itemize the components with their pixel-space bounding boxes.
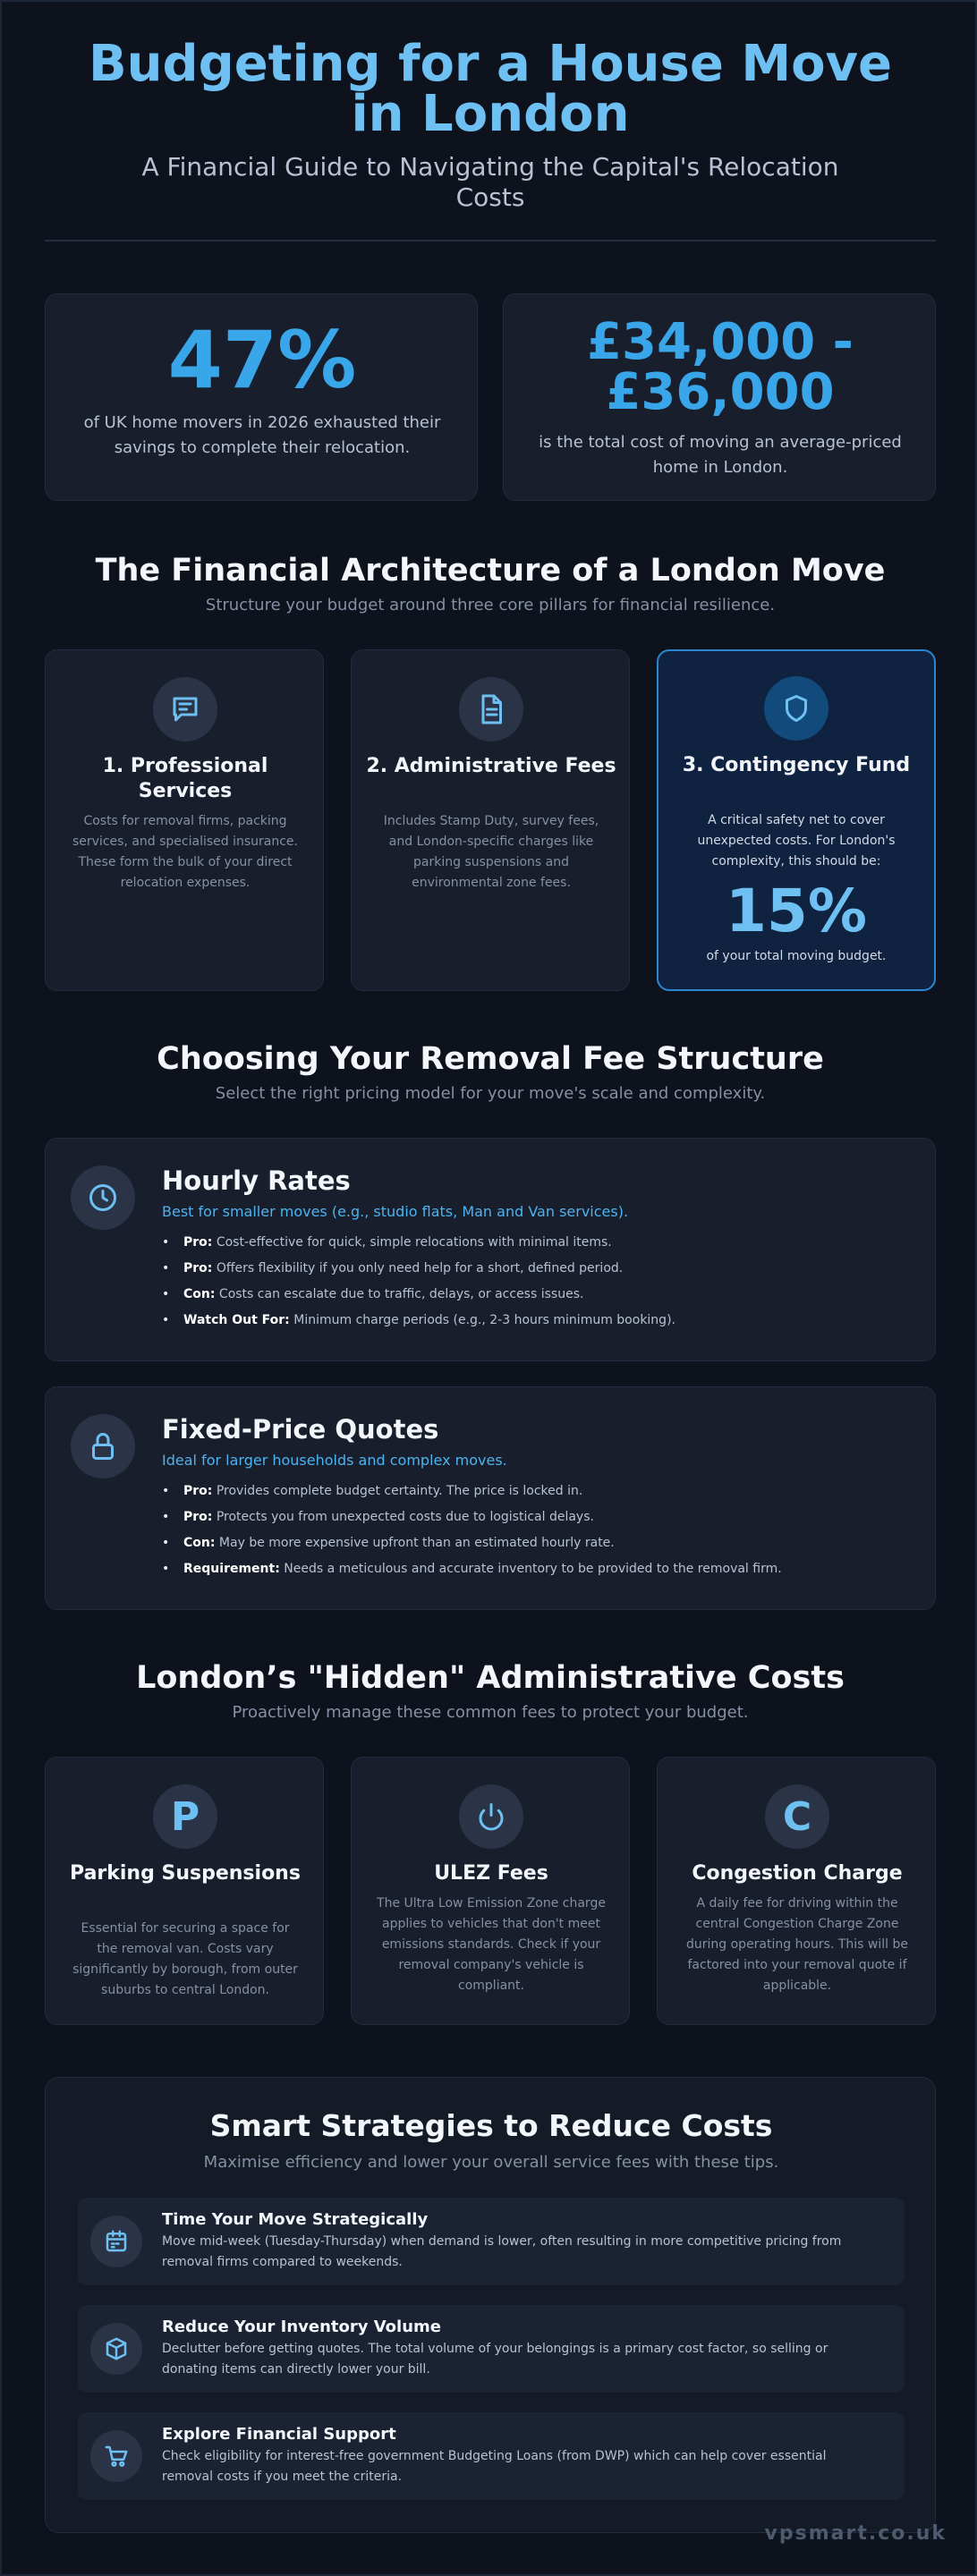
strategies-panel [45, 2077, 936, 2533]
hidden-costs-title: London’s "Hidden" Administrative Costs [136, 1660, 845, 1696]
pillar-description: A critical safety net to cover unexpected costs. For London's complexity, this should be: [697, 813, 896, 869]
box-icon [90, 2323, 142, 2375]
hidden-cost-parking [45, 1757, 324, 2025]
contingency-caption: of your total moving budget. [706, 949, 887, 963]
pillar-title: 3. Contingency Fund [682, 754, 911, 776]
hidden-cost-title: Parking Suspensions [70, 1862, 301, 1885]
stat-card-savings [45, 293, 478, 501]
cart-icon [90, 2430, 142, 2482]
list-item: • Pro: Provides complete budget certainty. The price is locked in. [162, 1479, 913, 1504]
fee-option-points [162, 1230, 913, 1334]
stat-card-total-cost [503, 293, 936, 501]
page-title: Budgeting for a House Move in London [88, 35, 893, 143]
fee-option-hourly-rates [45, 1138, 936, 1361]
tip-title: Reduce Your Inventory Volume [162, 2318, 441, 2336]
hidden-costs-subtitle: Proactively manage these common fees to protect your budget. [232, 1703, 749, 1722]
fee-option-title: Fixed-Price Quotes [162, 1414, 439, 1445]
list-item: • Watch Out For: Minimum charge periods (e.g., 2-3 hours minimum booking). [162, 1308, 913, 1334]
list-item: • Requirement: Needs a meticulous and accurate inventory to be provided to the removal firm. [162, 1556, 913, 1582]
pillar-description: Includes Stamp Duty, survey fees, and London-specific charges like parking suspensions and environmental zone fees. [383, 814, 599, 890]
power-icon [459, 1784, 523, 1849]
page-subtitle: A Financial Guide to Navigating the Capital's Relocation Costs [141, 152, 839, 212]
architecture-subtitle: Structure your budget around three core pillars for financial resilience. [205, 596, 776, 614]
pillar-card-administrative-fees [351, 649, 630, 991]
shield-icon [764, 676, 828, 741]
lock-icon [71, 1414, 135, 1479]
calendar-icon [90, 2216, 142, 2267]
list-item: • Pro: Cost-effective for quick, simple relocations with minimal items. [162, 1230, 913, 1256]
tip-title: Time Your Move Strategically [162, 2210, 429, 2229]
fee-option-subtitle: Best for smaller moves (e.g., studio flats, Man and Van services). [162, 1203, 629, 1220]
stat-text: of UK home movers in 2026 exhausted their savings to complete their relocation. [83, 413, 441, 457]
hidden-cost-description: Essential for securing a space for the removal van. Costs vary significantly by borough, from outer suburbs to central London. [72, 1921, 298, 1997]
hidden-cost-description: The Ultra Low Emission Zone charge applies to vehicles that don't meet emissions standards. Check if your removal company's vehicle is compliant. [377, 1896, 606, 1993]
parking-icon: P [153, 1784, 217, 1849]
strategies-subtitle: Maximise efficiency and lower your overall service fees with these tips. [203, 2153, 779, 2172]
stat-value: £34,000 - £36,000 [587, 313, 854, 421]
tip-reduce-inventory [78, 2305, 905, 2393]
tip-title: Explore Financial Support [162, 2425, 396, 2444]
tip-financial-support [78, 2412, 905, 2500]
hidden-cost-congestion [657, 1757, 936, 2025]
document-icon [459, 677, 523, 741]
hidden-cost-ulez [351, 1757, 630, 2025]
removal-subtitle: Select the right pricing model for your move's scale and complexity. [215, 1084, 766, 1103]
tip-text: Move mid-week (Tuesday-Thursday) when demand is lower, often resulting in more competitive pricing from removal firms compared to weekends. [162, 2234, 842, 2269]
fee-option-fixed-price [45, 1386, 936, 1610]
fee-option-subtitle: Ideal for larger households and complex moves. [162, 1452, 507, 1469]
list-item: • Con: Costs can escalate due to traffic, delays, or access issues. [162, 1282, 913, 1308]
hidden-cost-description: A daily fee for driving within the central Congestion Charge Zone during operating hours. This will be factored into your removal quote if applicable. [686, 1896, 908, 1993]
pillar-description: Costs for removal firms, packing services, and specialised insurance. These form the bulk of your direct relocation expenses. [72, 814, 298, 890]
fee-option-title: Hourly Rates [162, 1165, 351, 1196]
stat-value: 47% [167, 314, 357, 406]
pillar-title: 1. Professional Services [102, 755, 268, 802]
tip-time-move [78, 2198, 905, 2285]
pillar-title: 2. Administrative Fees [366, 755, 616, 777]
header-divider [45, 240, 936, 242]
stat-text: is the total cost of moving an average-priced home in London. [539, 433, 902, 477]
architecture-title: The Financial Architecture of a London Move [95, 553, 886, 589]
list-item: • Pro: Protects you from unexpected costs due to logistical delays. [162, 1504, 913, 1530]
clock-icon [71, 1165, 135, 1230]
chat-list-icon [153, 677, 217, 741]
list-item: • Con: May be more expensive upfront than an estimated hourly rate. [162, 1530, 913, 1556]
fee-option-points [162, 1479, 913, 1582]
pillar-card-contingency-fund [657, 649, 936, 991]
list-item: • Pro: Offers flexibility if you only need help for a short, defined period. [162, 1256, 913, 1282]
tip-text: Declutter before getting quotes. The total volume of your belongings is a primary cost factor, so selling or donating items can directly lower your bill. [162, 2342, 828, 2377]
strategies-title: Smart Strategies to Reduce Costs [209, 2108, 773, 2143]
pillar-card-professional-services [45, 649, 324, 991]
removal-title: Choosing Your Removal Fee Structure [157, 1041, 824, 1077]
tip-text: Check eligibility for interest-free government Budgeting Loans (from DWP) which can help cover essential removal costs if you meet the criteria. [162, 2449, 827, 2484]
hidden-cost-title: Congestion Charge [692, 1862, 903, 1885]
hidden-cost-title: ULEZ Fees [434, 1862, 548, 1885]
congestion-icon: C [765, 1784, 829, 1849]
contingency-percent: 15% [726, 877, 867, 945]
brand-watermark[interactable]: vpsmart.co.uk [764, 2522, 947, 2545]
